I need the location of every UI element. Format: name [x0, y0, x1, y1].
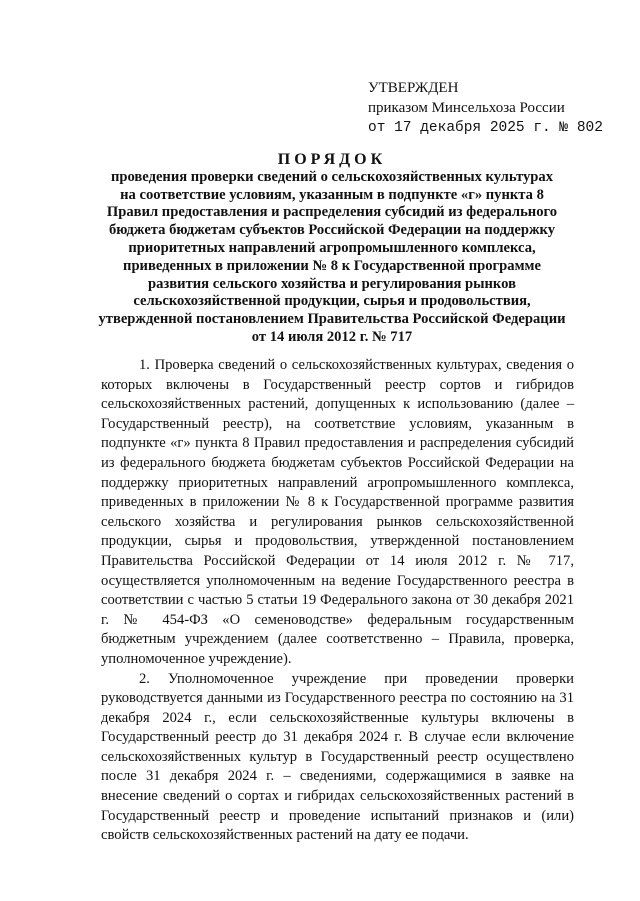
paragraph-2: 2. Уполномоченное учреждение при проведении проверки руководствуется данными из Государственного реестра по состоянию на 31 декабря 2024 г., если сельскохозяйственные культуры включены в Государственный реестр до 31 декабря 2024 г. В случае если включение сельскохозяйственных культур в Государственный реестр осуществлено после 31 декабря 2024 г. – сведениями, содержащимися в заявке на внесение сведений о сортах и гибридах сельскохозяйственных растений в Государственный реестр и проведение испытаний признаков и (или) свойств сельскохозяйственных растений на дату ее подачи. — [101, 670, 574, 844]
title-line: утвержденной постановлением Правительства Российской Федерации — [98, 311, 566, 328]
document-body — [101, 356, 574, 846]
approval-order: приказом Минсельхоза России — [368, 100, 565, 116]
title-line: на соответствие условиям, указанным в подпункте «г» пункта 8 — [120, 186, 544, 203]
approval-stamp — [368, 78, 603, 138]
title-line: приоритетных направлений агропромышленного комплекса, — [128, 239, 536, 256]
title-heading: ПОРЯДОК — [277, 151, 387, 168]
title-line: от 14 июля 2012 г. № 717 — [251, 328, 413, 345]
title-line: сельскохозяйственной продукции, сырья и продовольствия, — [133, 293, 531, 310]
title-line: бюджета бюджетам субъектов Российской Федерации на поддержку — [108, 222, 556, 239]
title-line: развития сельского хозяйства и регулирования рынков — [148, 275, 516, 292]
title-line: Правил предоставления и распределения субсидий из федерального — [106, 204, 558, 221]
title-line: проведения проверки сведений о сельскохозяйственных культурах — [110, 168, 554, 185]
paragraph-1: 1. Проверка сведений о сельскохозяйственных культурах, сведения о которых включены в Государственный реестр сортов и гибридов сельскохозяйственных растений, допущенных к использованию (далее – Государственный реестр), на соответствие условиям, указанным в подпункте «г» пункта 8 Правил предоставления и распределения субсидий из федерального бюджета бюджетам субъектов Российской Федерации на поддержку приоритетных направлений агропромышленного комплекса, приведенных в приложении № 8 к Государственной программе развития сельского хозяйства и регулирования рынков сельскохозяйственной продукции, сырья и продовольствия, утвержденной постановлением Правительства Российской Федерации от 14 июля 2012 г. № 717, осуществляется уполномоченным на ведение Государственного реестра в соответствии с частью 5 статьи 19 Федерального закона от 30 декабря 2021 г. № 454-ФЗ «О семеноводстве» федеральным государственным бюджетным учреждением (далее соответственно – Правила, проверка, уполномоченное учреждение). — [101, 357, 574, 667]
title-line: приведенных в приложении № 8 к Государственной программе — [123, 257, 541, 274]
document-title — [96, 151, 568, 347]
approval-date: от 17 декабря 2025 г. № 802 — [368, 120, 603, 136]
approval-title: УТВЕРЖДЕН — [368, 80, 459, 96]
